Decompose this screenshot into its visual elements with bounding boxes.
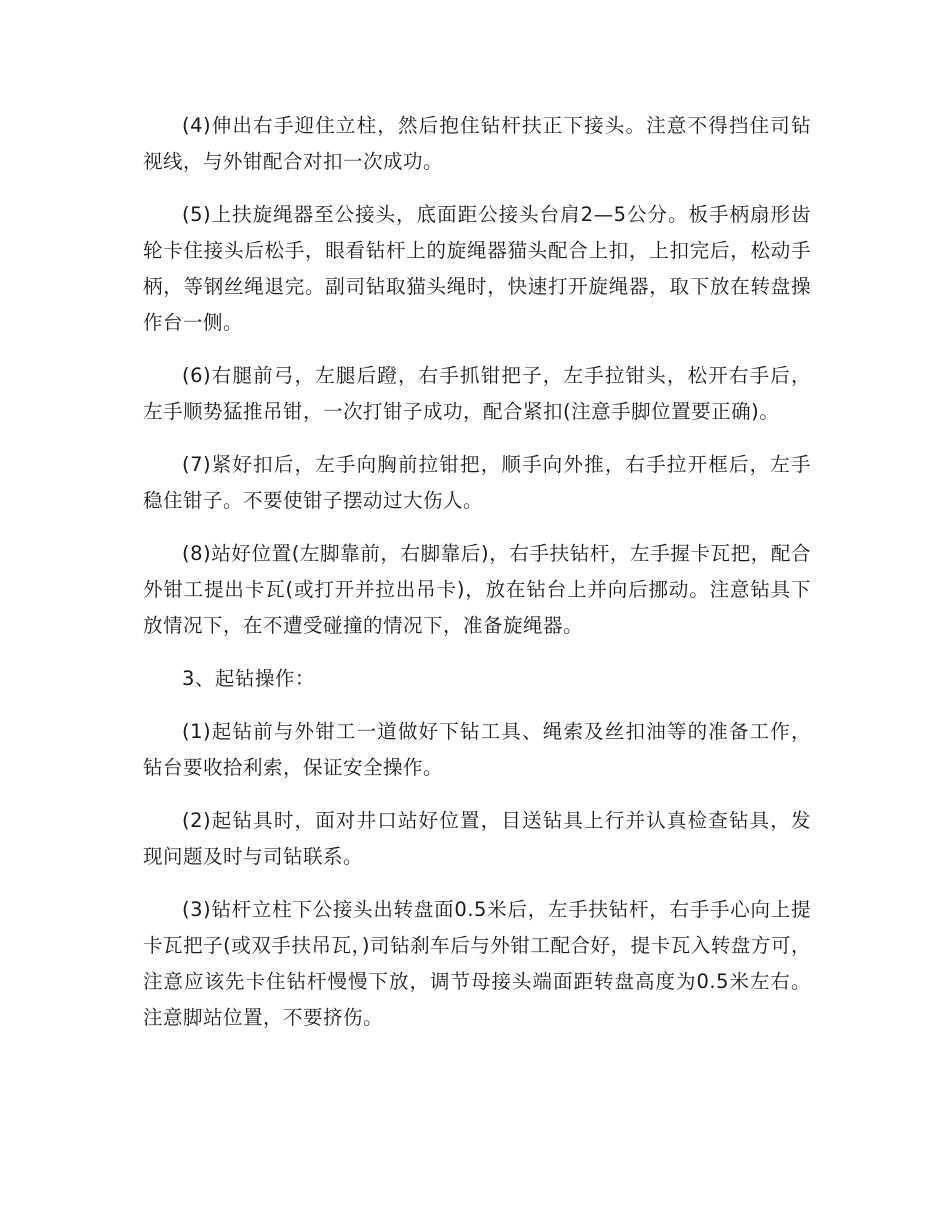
document-body (143, 108, 811, 1053)
paragraph-step-7: (7)紧好扣后，左手向胸前拉钳把，顺手向外推，右手拉开框后，左手稳住钳子。不要使钳子摆动过大伤人。 (143, 453, 811, 512)
paragraph-trip-step-2: (2)起钻具时，面对井口站好位置，目送钻具上行并认真检查钻具，发现问题及时与司钻联系。 (143, 809, 811, 868)
paragraph-step-4: (4)伸出右手迎住立柱，然后抱住钻杆扶正下接头。注意不得挡住司钻视线，与外钳配合对扣一次成功。 (143, 114, 811, 173)
paragraph-step-8: (8)站好位置(左脚靠前，右脚靠后)，右手扶钻杆，左手握卡瓦把，配合外钳工提出卡瓦(或打开并拉出吊卡)，放在钻台上并向后挪动。注意钻具下放情况下，在不遭受碰撞的情况下，准备旋绳器。 (143, 542, 811, 637)
paragraph-step-5: (5)上扶旋绳器至公接头，底面距公接头台肩2—5公分。板手柄扇形齿轮卡住接头后松手，眼看钻杆上的旋绳器猫头配合上扣，上扣完后，松动手柄，等钢丝绳退完。副司钻取猫头绳时，快速打开旋绳器，取下放在转盘操作台一侧。 (143, 203, 811, 334)
paragraph-step-6: (6)右腿前弓，左腿后蹬，右手抓钳把子，左手拉钳头，松开右手后，左手顺势猛推吊钳，一次打钳子成功，配合紧扣(注意手脚位置要正确)。 (143, 364, 811, 423)
paragraph-trip-step-1: (1)起钻前与外钳工一道做好下钻工具、绳索及丝扣油等的准备工作，钻台要收拾利索，保证安全操作。 (143, 720, 811, 779)
paragraph-trip-step-3: (3)钻杆立柱下公接头出转盘面0.5米后，左手扶钻杆，右手手心向上提卡瓦把子(或双手扶吊瓦，)司钻刹车后与外钳工配合好，提卡瓦入转盘方可，注意应该先卡住钻杆慢慢下放，调节母接头端面距转盘高度为0.5米左右。注意脚站位置，不要挤伤。 (143, 898, 811, 1029)
section-heading-tripping-out: 3、起钻操作： (182, 667, 315, 690)
